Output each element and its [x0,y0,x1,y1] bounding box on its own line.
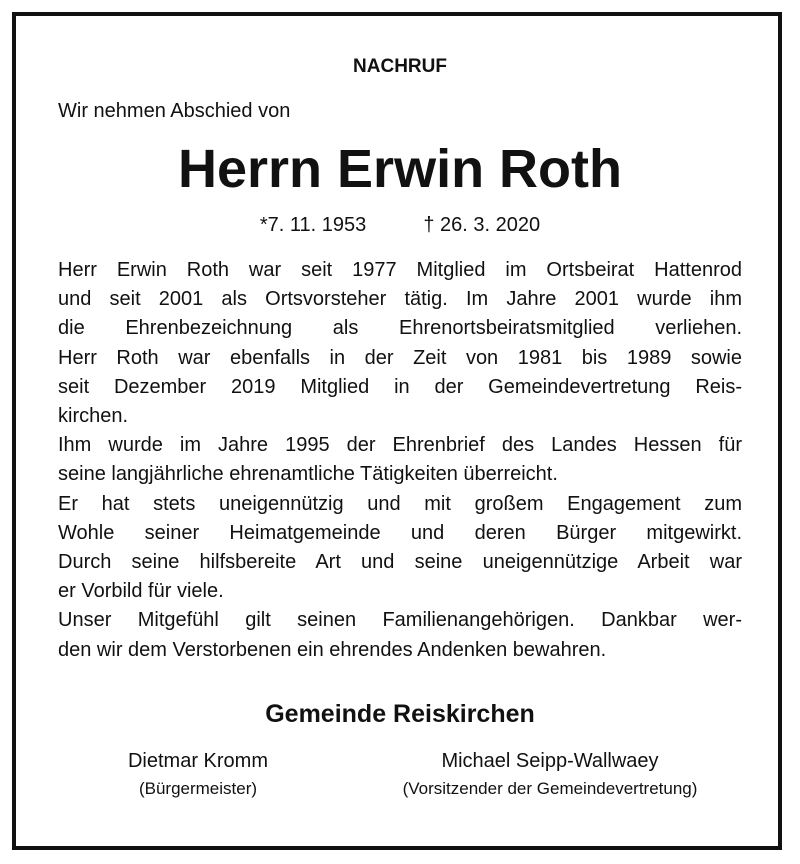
signatory-mayor [88,750,308,799]
obituary-body [58,256,742,665]
body-line: Herr Erwin Roth war seit 1977 Mitglied im Ortsbeirat Hattenrod [58,259,742,281]
signatory-name: Michael Seipp-Wallwaey [441,750,659,772]
body-line: seit Dezember 2019 Mitglied in der Gemeindevertretung Reis- [58,375,742,398]
body-line: Ihm wurde im Jahre 1995 der Ehrenbrief des Landes Hessen für [58,434,742,457]
life-dates [0,214,800,237]
body-line: seine langjährliche ehrenamtliche Tätigkeiten überreicht. [58,463,558,486]
body-line: Durch seine hilfsbereite Art und seine uneigennützige Arbeit war [58,551,742,574]
death-date: † 26. 3. 2020 [423,214,541,236]
body-line: die Ehrenbezeichnung als Ehrenortsbeiratsmitglied verliehen. [58,317,742,340]
body-line: Wohle seiner Heimatgemeinde und deren Bürger mitgewirkt. [58,521,742,544]
birth-date: *7. 11. 1953 [259,214,367,236]
deceased-name: Herrn Erwin Roth [177,139,623,199]
body-line: Herr Roth war ebenfalls in der Zeit von 1981 bis 1989 sowie [58,346,742,369]
body-line: Er hat stets uneigennützig und mit großem Engagement zum [58,492,742,515]
organization-name: Gemeinde Reiskirchen [265,700,535,728]
signatory-name: Dietmar Kromm [127,750,268,772]
body-line: den wir dem Verstorbenen ein ehrendes Andenken bewahren. [58,638,607,661]
signatory-role: (Vorsitzender der Gemeindevertretung) [402,779,698,798]
intro-text: Wir nehmen Abschied von [58,100,291,122]
body-line: er Vorbild für viele. [58,580,224,603]
signatory-chairman [340,750,760,799]
notice-heading: NACHRUF [353,56,447,77]
signatory-role: (Bürgermeister) [138,779,258,798]
body-line: Unser Mitgefühl gilt seinen Familienangehörigen. Dankbar wer- [58,609,742,632]
body-line: kirchen. [58,405,129,428]
body-line: und seit 2001 als Ortsvorsteher tätig. Im Jahre 2001 wurde ihm [58,288,742,311]
